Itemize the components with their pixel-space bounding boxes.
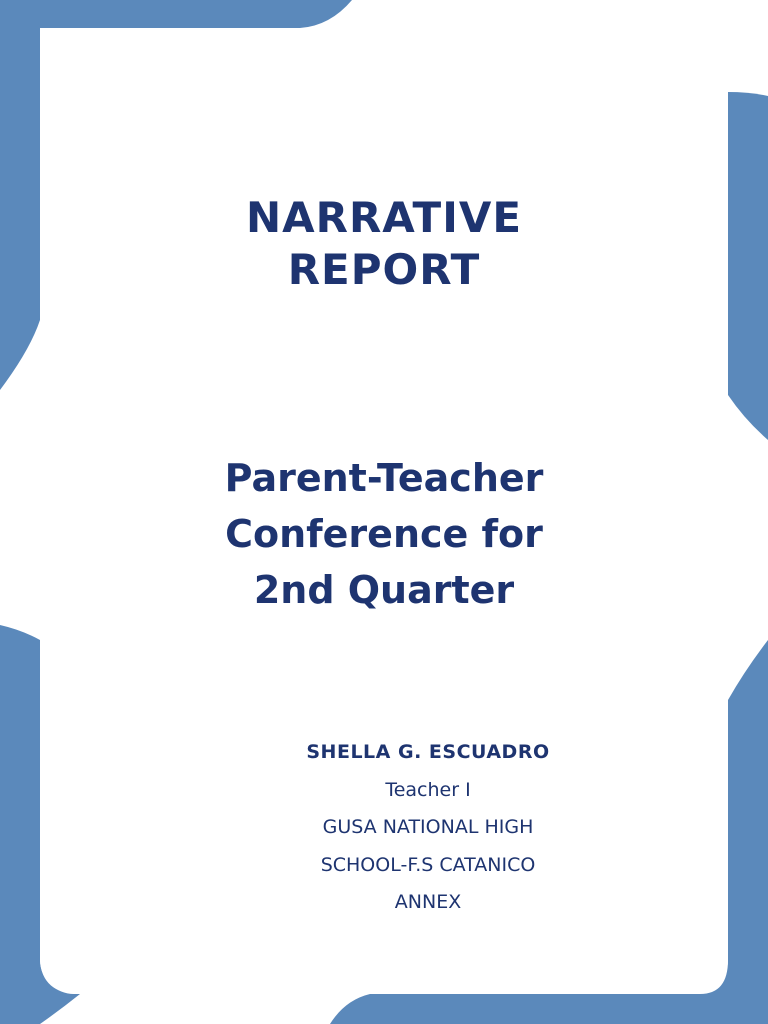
school-name-line-1: GUSA NATIONAL HIGH: [322, 816, 534, 838]
title-line-2: REPORT: [287, 245, 481, 294]
author-block: [200, 734, 656, 922]
subtitle-line-1: Parent-Teacher: [224, 456, 544, 500]
school-name-line-2: SCHOOL-F.S CATANICO: [320, 853, 536, 876]
report-title: [0, 192, 768, 296]
subtitle-line-3: 2nd Quarter: [253, 568, 515, 612]
report-subtitle: [0, 450, 768, 618]
author-name: SHELLA G. ESCUADRO: [306, 741, 550, 763]
author-position: Teacher I: [385, 778, 471, 801]
subtitle-line-2: Conference for: [225, 512, 543, 556]
school-name-line-3: ANNEX: [394, 891, 462, 913]
title-line-1: NARRATIVE: [245, 193, 523, 242]
